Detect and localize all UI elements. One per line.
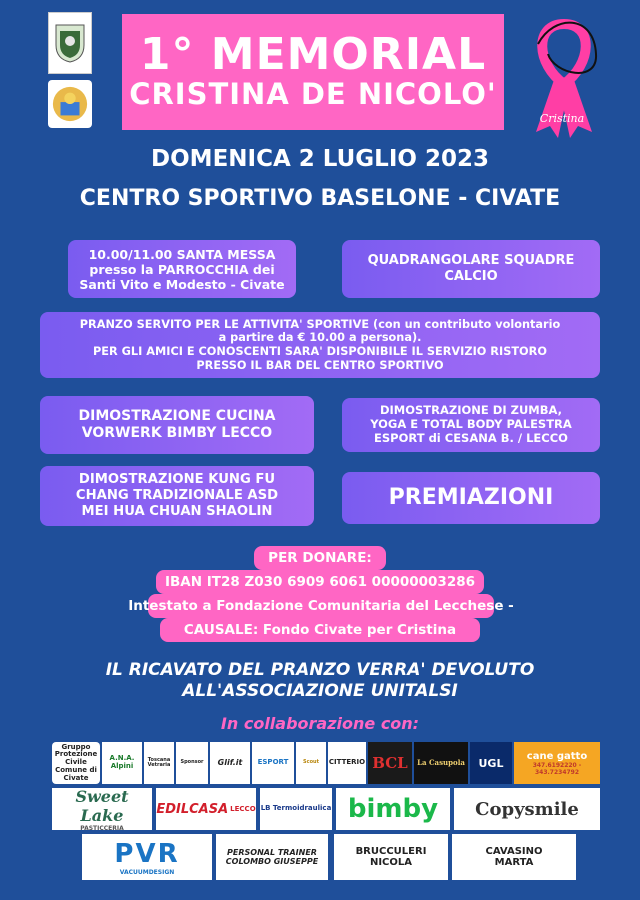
ricavato-line: ALL'ASSOCIAZIONE UNITALSI — [182, 681, 458, 702]
sponsor-edilcasa-logo: EDILCASA LECCO — [156, 788, 256, 830]
pranzo-line: PER GLI AMICI E CONOSCENTI SARA' DISPONIBILE IL SERVIZIO RISTORO — [93, 345, 547, 358]
event-date: DOMENICA 2 LUGLIO 2023 — [151, 146, 489, 172]
sponsor-scout-logo: Scout — [296, 742, 326, 784]
sponsor-bimby-logo: bimby — [336, 788, 450, 830]
donate-iban: IBAN IT28 Z030 6909 6061 00000003286 — [156, 570, 484, 594]
quad-line: CALCIO — [444, 269, 498, 284]
sponsor-cavasino: CAVASINO MARTA — [452, 834, 576, 880]
title-line-2: CRISTINA DE NICOLO' — [129, 77, 497, 112]
sponsor-canegatto-logo: cane gatto 347.6192220 - 343.7234792 — [514, 742, 600, 784]
sponsor-toscana-logo: Toscana Vetraria — [144, 742, 174, 784]
sponsor-brucculeri: BRUCCULERI NICOLA — [334, 834, 448, 880]
sponsor-sweetlake-logo: Sweet Lake PASTICCERIA — [52, 788, 152, 830]
box-zumba — [342, 398, 600, 452]
zumba-line: ESPORT di CESANA B. / LECCO — [374, 430, 568, 445]
civate-crest-logo — [48, 12, 92, 74]
ricavato-line: IL RICAVATO DEL PRANZO VERRA' DEVOLUTO — [105, 660, 535, 680]
sponsor-glif-logo: Glif.it — [210, 742, 250, 784]
sponsor-alpini-logo: A.N.A. Alpini — [102, 742, 142, 784]
event-venue: CENTRO SPORTIVO BASELONE - CIVATE — [79, 186, 561, 211]
box-premiazioni: PREMIAZIONI — [342, 472, 600, 524]
sponsor-citterio-logo: CITTERIO — [328, 742, 366, 784]
kungfu-line: CHANG TRADIZIONALE ASD — [75, 488, 279, 504]
pranzo-line: PRESSO IL BAR DEL CENTRO SPORTIVO — [196, 358, 444, 372]
zumba-line: YOGA E TOTAL BODY PALESTRA — [370, 417, 572, 432]
sponsor-casupola-logo: La Casupola — [414, 742, 468, 784]
quad-line: QUADRANGOLARE SQUADRE — [367, 253, 575, 269]
sponsor-esport-logo: ESPORT — [252, 742, 294, 784]
pink-ribbon-logo — [524, 14, 604, 140]
title-banner — [122, 14, 504, 130]
sponsor-lbtermo-logo: LB Termoidraulica — [260, 788, 332, 830]
kungfu-line: DIMOSTRAZIONE KUNG FU — [78, 472, 276, 488]
sponsor-generic-logo: Sponsor — [176, 742, 208, 784]
messa-line: 10.00/11.00 SANTA MESSA — [88, 246, 276, 262]
collaborazione-heading: In collaborazione con: — [220, 714, 420, 733]
sponsor-personal-trainer: PERSONAL TRAINER COLOMBO GIUSEPPE — [216, 834, 328, 880]
pranzo-line: a partire da € 10.00 a persona). — [218, 331, 422, 345]
sponsor-pvr-logo: PVR VACUUMDESIGN — [82, 834, 212, 880]
sponsor-copysmile-logo: Copysmile — [454, 788, 600, 830]
bimby-line: VORWERK BIMBY LECCO — [81, 425, 273, 441]
pranzo-line: PRANZO SERVITO PER LE ATTIVITA' SPORTIVE (con un contributo volontario — [79, 317, 561, 331]
sponsor-protezione-civile-logo: Gruppo Protezione Civile Comune di Civate — [52, 742, 100, 784]
donate-causale: CAUSALE: Fondo Civate per Cristina — [160, 618, 480, 642]
zumba-line: DIMOSTRAZIONE DI ZUMBA, — [379, 403, 562, 418]
messa-line: Santi Vito e Modesto - Civate — [79, 276, 285, 292]
shield-icon — [54, 23, 86, 63]
box-santa-messa — [68, 240, 296, 298]
kungfu-line: MEI HUA CHUAN SHAOLIN — [81, 503, 273, 519]
bimby-line: DIMOSTRAZIONE CUCINA — [78, 408, 276, 425]
box-pranzo — [40, 312, 600, 378]
donate-heading: PER DONARE: — [254, 546, 386, 570]
sponsor-ugl-logo: UGL — [470, 742, 512, 784]
ricavato-note — [0, 660, 640, 703]
messa-line: presso la PARROCCHIA dei — [89, 261, 275, 277]
box-quadrangolare — [342, 240, 600, 298]
school-logo — [48, 80, 92, 128]
box-kungfu — [40, 466, 314, 526]
sponsor-bcl-logo: BCL — [368, 742, 412, 784]
box-bimby — [40, 396, 314, 454]
donate-intestato: Intestato a Fondazione Comunitaria del Lecchese - — [148, 594, 494, 618]
ribbon-script: Cristina — [539, 112, 585, 125]
title-line-1: 1° MEMORIAL — [139, 29, 487, 81]
